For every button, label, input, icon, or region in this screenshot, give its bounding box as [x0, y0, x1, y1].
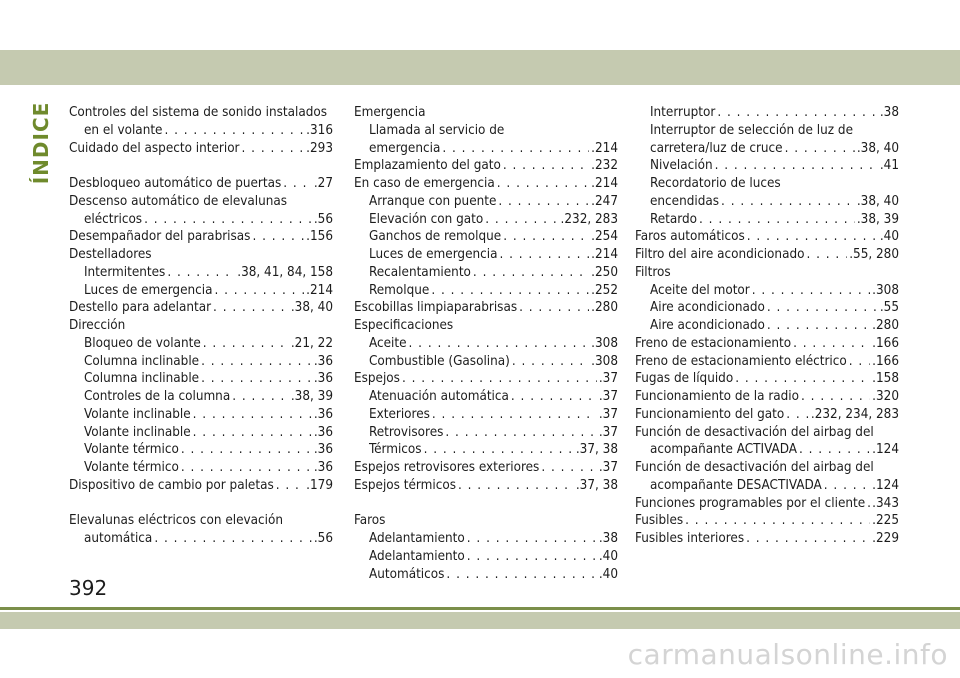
entry-page-ref: .156 — [306, 229, 333, 245]
entry-text: Espejos retrovisores exteriores — [354, 460, 540, 475]
entry-text: eléctricos — [84, 211, 143, 227]
footer-band — [0, 612, 960, 629]
entry-text: Intermitentes — [84, 264, 166, 280]
index-subentry — [354, 406, 618, 424]
index-subentry — [354, 211, 618, 229]
index-entry — [69, 175, 333, 193]
entry-text: Recalentamiento — [369, 264, 471, 280]
entry-page-ref: .38, 39 — [290, 389, 333, 404]
entry-text: Elevación con gato — [369, 211, 484, 227]
dot-leader — [467, 530, 597, 548]
entry-text: Térmicos — [369, 442, 422, 458]
entry-page-ref: .124 — [872, 442, 899, 458]
index-entry — [354, 157, 618, 175]
index-entry — [354, 477, 618, 495]
entry-page-ref: .56 — [313, 211, 333, 227]
dot-leader — [203, 335, 289, 353]
index-column-3 — [635, 104, 899, 548]
index-subentry — [69, 353, 333, 371]
index-subentry — [354, 282, 618, 300]
dot-leader — [485, 211, 558, 229]
index-heading: Función de desactivación del airbag del — [635, 424, 874, 440]
entry-page-ref: .37, 38 — [575, 477, 618, 493]
index-heading: Descenso automático de elevalunas — [69, 193, 288, 209]
entry-page-ref: .37 — [598, 389, 618, 404]
entry-page-ref: .36 — [313, 460, 333, 475]
entry-text: Columna inclinable — [84, 371, 200, 387]
entry-text: Funciones programables por el cliente — [635, 495, 866, 511]
entry-page-ref: .308 — [591, 335, 618, 351]
dot-leader — [746, 530, 870, 548]
index-subentry — [354, 246, 618, 264]
entry-text: acompañante ACTIVADA — [650, 442, 797, 458]
dot-leader — [432, 406, 597, 424]
index-subentry — [354, 140, 618, 158]
dot-leader — [747, 228, 878, 246]
entry-text: acompañante DESACTIVADA — [650, 477, 822, 493]
spacer — [69, 495, 333, 513]
entry-text: En caso de emergencia — [354, 176, 495, 191]
entry-page-ref: .38, 39 — [856, 211, 899, 227]
index-subentry-line: Interruptor de selección de luz de — [650, 122, 853, 138]
index-entry — [635, 370, 899, 388]
dot-leader — [232, 388, 289, 406]
dot-leader — [499, 246, 589, 264]
spacer — [69, 157, 333, 175]
index-subentry — [69, 441, 333, 459]
entry-page-ref: .37, 38 — [575, 442, 618, 458]
index-entry — [69, 140, 333, 158]
index-heading: Filtros — [635, 264, 671, 280]
index-subentry-line: Recordatorio de luces — [650, 176, 781, 191]
entry-page-ref: .56 — [313, 531, 333, 546]
index-entry — [69, 299, 333, 317]
dot-leader — [424, 441, 574, 459]
entry-page-ref: .40 — [598, 566, 618, 582]
dot-leader — [715, 157, 878, 175]
entry-text: Freno de estacionamiento eléctrico — [635, 353, 847, 369]
dot-leader — [867, 495, 870, 513]
entry-text: Desbloqueo automático de puertas — [69, 176, 282, 191]
dot-leader — [498, 193, 589, 211]
entry-page-ref: .225 — [872, 513, 899, 529]
entry-text: Fusibles interiores — [635, 531, 745, 546]
dot-leader — [144, 211, 312, 229]
entry-text: Volante inclinable — [84, 424, 191, 440]
entry-page-ref: .37 — [598, 424, 618, 440]
entry-page-ref: .214 — [591, 176, 618, 191]
index-subentry — [354, 441, 618, 459]
entry-text: Combustible (Gasolina) — [369, 353, 510, 369]
entry-page-ref: .232 — [591, 158, 618, 174]
entry-text: Volante térmico — [84, 442, 179, 458]
entry-text: Emplazamiento del gato — [354, 158, 501, 174]
index-subentry — [69, 211, 333, 229]
dot-leader — [721, 193, 855, 211]
dot-leader — [699, 211, 855, 229]
entry-page-ref: .232, 283 — [560, 211, 618, 227]
entry-page-ref: .250 — [591, 264, 618, 280]
dot-leader — [793, 335, 870, 353]
dot-leader — [497, 175, 589, 193]
entry-page-ref: .179 — [306, 477, 333, 493]
index-heading: Dirección — [69, 318, 126, 333]
entry-page-ref: .280 — [872, 318, 899, 333]
section-tab-label: ÍNDICE — [29, 101, 53, 185]
index-entry — [635, 246, 899, 264]
index-entry — [635, 406, 899, 424]
entry-text: Dispositivo de cambio por paletas — [69, 477, 274, 493]
index-column-2 — [354, 104, 618, 583]
dot-leader — [799, 441, 870, 459]
entry-page-ref: .38, 40 — [856, 193, 899, 209]
entry-page-ref: .252 — [591, 282, 618, 298]
dot-leader — [806, 246, 847, 264]
entry-text: Aceite del motor — [650, 282, 750, 298]
entry-page-ref: .21, 22 — [290, 335, 333, 351]
entry-page-ref: .40 — [598, 548, 618, 564]
footer-rule — [0, 607, 960, 610]
entry-text: Atenuación automática — [369, 389, 509, 404]
entry-page-ref: .247 — [591, 193, 618, 209]
entry-text: Interruptor — [650, 105, 716, 120]
watermark: carmanualsonline.info — [627, 638, 948, 671]
entry-text: Destello para adelantar — [69, 300, 212, 316]
dot-leader — [213, 299, 289, 317]
entry-page-ref: .254 — [591, 229, 618, 245]
entry-page-ref: .229 — [872, 531, 899, 546]
page-number: 392 — [69, 576, 108, 600]
entry-text: Luces de emergencia — [369, 247, 498, 262]
dot-leader — [511, 388, 597, 406]
dot-leader — [409, 335, 590, 353]
index-subentry — [635, 317, 899, 335]
index-subentry — [354, 530, 618, 548]
dot-leader — [181, 459, 312, 477]
entry-page-ref: .38, 41, 84, 158 — [237, 264, 333, 280]
entry-text: Cuidado del aspecto interior — [69, 140, 240, 156]
index-subentry — [69, 530, 333, 548]
entry-page-ref: .41 — [879, 158, 899, 174]
entry-page-ref: .280 — [591, 300, 618, 316]
entry-text: Ganchos de remolque — [369, 229, 502, 245]
index-subentry — [354, 548, 618, 566]
dot-leader — [503, 228, 589, 246]
index-subentry — [635, 140, 899, 158]
index-subentry — [635, 157, 899, 175]
index-subentry — [69, 388, 333, 406]
dot-leader — [446, 566, 596, 584]
index-entry — [354, 175, 618, 193]
dot-leader — [242, 140, 305, 158]
index-heading: Destelladores — [69, 247, 152, 262]
index-heading: Controles del sistema de sonido instalados — [69, 105, 327, 120]
entry-page-ref: .308 — [872, 282, 899, 298]
entry-text: encendidas — [650, 193, 720, 209]
dot-leader — [685, 512, 870, 530]
dot-leader — [767, 299, 878, 317]
index-entry — [635, 495, 899, 513]
entry-page-ref: .27 — [313, 176, 333, 191]
entry-text: Fugas de líquido — [635, 371, 734, 387]
entry-text: Filtro del aire acondicionado — [635, 247, 805, 262]
index-subentry — [635, 193, 899, 211]
dot-leader — [767, 317, 870, 335]
index-subentry — [69, 406, 333, 424]
dot-leader — [201, 370, 312, 388]
index-subentry — [635, 477, 899, 495]
index-subentry — [354, 228, 618, 246]
entry-page-ref: .36 — [313, 424, 333, 440]
dot-leader — [849, 353, 870, 371]
index-entry — [635, 353, 899, 371]
header-band — [0, 50, 960, 85]
index-subentry — [354, 353, 618, 371]
entry-page-ref: .38 — [879, 105, 899, 120]
dot-leader — [201, 353, 312, 371]
dot-leader — [458, 477, 574, 495]
index-subentry-line: Llamada al servicio de — [369, 122, 505, 138]
index-subentry — [354, 566, 618, 584]
index-subentry — [354, 335, 618, 353]
entry-page-ref: .293 — [306, 140, 333, 156]
dot-leader — [283, 175, 312, 193]
dot-leader — [276, 477, 304, 495]
dot-leader — [785, 140, 855, 158]
entry-page-ref: .158 — [872, 371, 899, 387]
dot-leader — [167, 264, 235, 282]
index-subentry — [354, 424, 618, 442]
entry-page-ref: .37 — [598, 371, 618, 387]
entry-text: Escobillas limpiaparabrisas — [354, 300, 518, 316]
dot-leader — [193, 424, 312, 442]
entry-text: Aire acondicionado — [650, 300, 765, 316]
dot-leader — [442, 140, 589, 158]
dot-leader — [164, 122, 304, 140]
index-subentry — [69, 282, 333, 300]
entry-text: emergencia — [369, 140, 441, 156]
index-subentry — [69, 264, 333, 282]
entry-text: Volante térmico — [84, 460, 179, 475]
entry-text: automática — [84, 531, 153, 546]
index-entry — [69, 477, 333, 495]
dot-leader — [445, 424, 596, 442]
entry-text: Funcionamiento del gato — [635, 406, 785, 422]
entry-text: Automáticos — [369, 566, 445, 582]
index-entry — [635, 335, 899, 353]
entry-page-ref: .214 — [591, 140, 618, 156]
entry-page-ref: .343 — [872, 495, 899, 511]
index-subentry — [635, 299, 899, 317]
entry-page-ref: .36 — [313, 371, 333, 387]
entry-text: en el volante — [84, 122, 163, 138]
index-heading: Especificaciones — [354, 318, 454, 333]
index-subentry — [635, 441, 899, 459]
index-subentry — [635, 211, 899, 229]
entry-text: Bloqueo de volante — [84, 335, 201, 351]
entry-text: Aceite — [369, 335, 407, 351]
entry-page-ref: .36 — [313, 406, 333, 422]
index-heading: Elevalunas eléctricos con elevación — [69, 513, 284, 529]
entry-text: Adelantamiento — [369, 548, 465, 564]
entry-page-ref: .214 — [591, 247, 618, 262]
index-entry — [635, 530, 899, 548]
entry-page-ref: .36 — [313, 353, 333, 369]
index-entry — [635, 228, 899, 246]
entry-text: Faros automáticos — [635, 229, 745, 245]
entry-text: Desempañador del parabrisas — [69, 229, 251, 245]
dot-leader — [431, 282, 589, 300]
index-entry — [635, 388, 899, 406]
entry-text: Adelantamiento — [369, 531, 465, 546]
index-entry — [354, 459, 618, 477]
dot-leader — [786, 406, 809, 424]
dot-leader — [402, 370, 597, 388]
entry-page-ref: .38, 40 — [290, 300, 333, 316]
entry-text: Retrovisores — [369, 424, 444, 440]
entry-text: Aire acondicionado — [650, 318, 765, 333]
index-subentry — [635, 104, 899, 122]
dot-leader — [252, 228, 304, 246]
index-subentry — [635, 282, 899, 300]
entry-text: Nivelación — [650, 158, 713, 174]
section-tab — [28, 98, 54, 188]
entry-page-ref: .166 — [872, 353, 899, 369]
entry-text: Arranque con puente — [369, 193, 497, 209]
entry-text: carretera/luz de cruce — [650, 140, 783, 156]
entry-text: Columna inclinable — [84, 353, 200, 369]
entry-page-ref: .38 — [598, 531, 618, 546]
dot-leader — [541, 459, 597, 477]
entry-page-ref: .55, 280 — [849, 247, 899, 262]
entry-text: Espejos — [354, 371, 400, 387]
index-subentry — [354, 388, 618, 406]
index-column-1 — [69, 104, 333, 548]
index-heading: Faros — [354, 513, 386, 529]
dot-leader — [467, 548, 597, 566]
index-entry — [354, 370, 618, 388]
index-subentry — [354, 264, 618, 282]
entry-page-ref: .320 — [872, 389, 899, 404]
dot-leader — [154, 530, 312, 548]
entry-page-ref: .37 — [598, 406, 618, 422]
entry-text: Exteriores — [369, 406, 430, 422]
entry-text: Funcionamiento de la radio — [635, 389, 800, 404]
entry-text: Controles de la columna — [84, 389, 231, 404]
entry-page-ref: .124 — [872, 477, 899, 493]
entry-text: Retardo — [650, 211, 698, 227]
entry-text: Volante inclinable — [84, 406, 191, 422]
entry-text: Luces de emergencia — [84, 282, 213, 298]
index-heading: Emergencia — [354, 105, 426, 120]
entry-text: Fusibles — [635, 513, 684, 529]
entry-text: Remolque — [369, 282, 430, 298]
spacer — [354, 495, 618, 513]
dot-leader — [512, 353, 589, 371]
index-subentry — [69, 370, 333, 388]
entry-page-ref: .55 — [879, 300, 899, 316]
index-subentry — [69, 335, 333, 353]
entry-page-ref: .232, 234, 283 — [810, 406, 899, 422]
entry-page-ref: .214 — [306, 282, 333, 298]
entry-page-ref: .38, 40 — [856, 140, 899, 156]
entry-page-ref: .40 — [879, 229, 899, 245]
dot-leader — [735, 370, 870, 388]
dot-leader — [801, 388, 870, 406]
dot-leader — [503, 157, 589, 175]
index-entry — [69, 228, 333, 246]
index-subentry — [354, 193, 618, 211]
dot-leader — [752, 282, 870, 300]
dot-leader — [717, 104, 878, 122]
entry-page-ref: .308 — [591, 353, 618, 369]
entry-page-ref: .36 — [313, 442, 333, 458]
entry-text: Freno de estacionamiento — [635, 335, 792, 351]
dot-leader — [519, 299, 589, 317]
index-subentry — [69, 459, 333, 477]
entry-page-ref: .316 — [306, 122, 333, 138]
index-subentry — [69, 122, 333, 140]
entry-page-ref: .166 — [872, 335, 899, 351]
dot-leader — [824, 477, 870, 495]
entry-page-ref: .37 — [598, 460, 618, 475]
dot-leader — [473, 264, 589, 282]
entry-text: Espejos térmicos — [354, 477, 456, 493]
index-subentry — [69, 424, 333, 442]
index-entry — [354, 299, 618, 317]
index-heading: Función de desactivación del airbag del — [635, 460, 874, 475]
dot-leader — [181, 441, 312, 459]
dot-leader — [214, 282, 304, 300]
dot-leader — [193, 406, 312, 424]
index-entry — [635, 512, 899, 530]
